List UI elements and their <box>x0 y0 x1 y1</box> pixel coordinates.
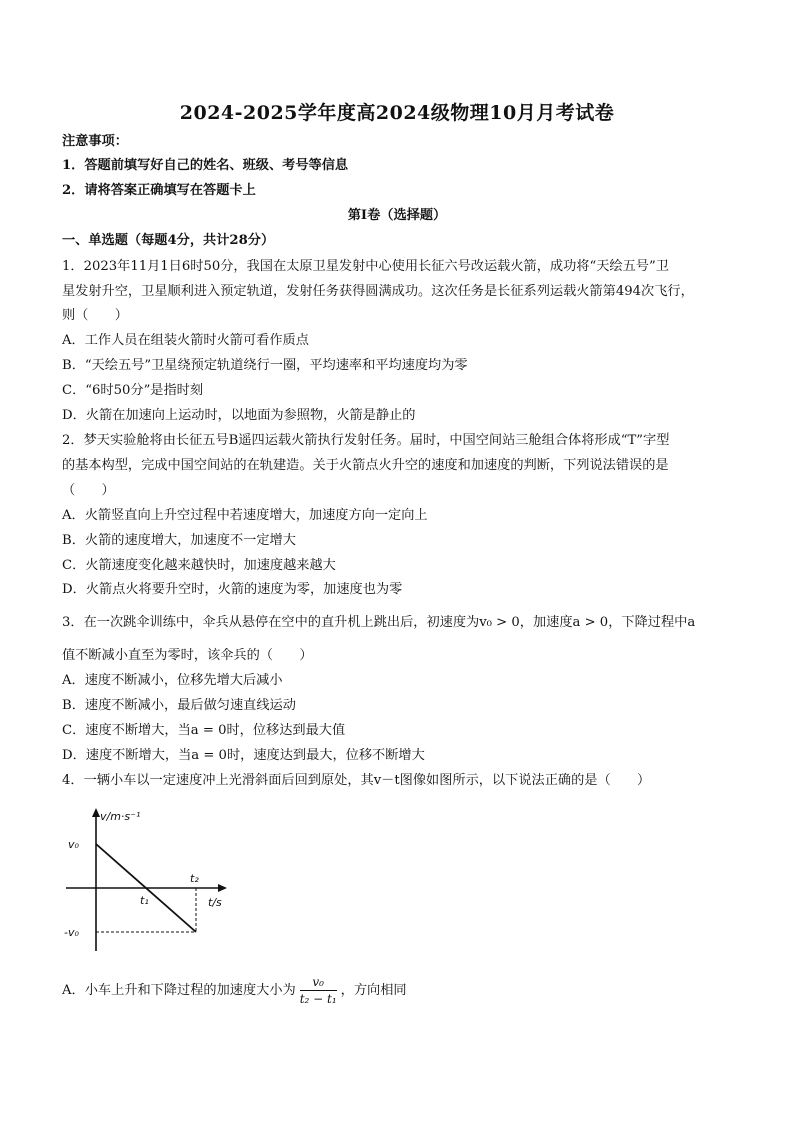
q2-option-b: B．火箭的速度增大，加速度不一定增大 <box>62 533 296 548</box>
t2-label: t₂ <box>190 872 199 885</box>
t1-label: t₁ <box>140 894 149 907</box>
q1-option-b: B．“天绘五号”卫星绕预定轨道绕行一圈，平均速率和平均速度均为零 <box>62 358 468 373</box>
vt-graph <box>62 806 252 956</box>
q1-stem-line-1: 1．2023年11月1日6时50分，我国在太原卫星发射中心使用长征六号改运载火箭，成功将“天绘五号”卫 <box>62 259 669 274</box>
q1-option-c: C．“6时50分”是指时刻 <box>62 383 204 398</box>
x-axis-arrow-icon <box>218 884 227 892</box>
acceleration-fraction <box>300 974 337 1007</box>
fraction-denominator: t₂ − t₁ <box>299 992 337 1006</box>
q2-stem-line-3: （ ） <box>62 483 115 498</box>
q2-stem-line-2: 的基本构型，完成中国空间站的在轨建造。关于火箭点火升空的速度和加速度的判断，下列说法错误的是 <box>62 458 669 473</box>
q3-option-c: C．速度不断增大，当a = 0时，位移达到最大值 <box>62 723 346 738</box>
part-title: 第Ⅰ卷（选择题） <box>347 208 447 223</box>
q4-stem: 4．一辆小车以一定速度冲上光滑斜面后回到原处，其v－t图像如图所示，以下说法正确的是（ ） <box>62 773 651 788</box>
q4-option-a-suffix: ，方向相同 <box>340 983 407 998</box>
notice-heading: 注意事项： <box>62 134 128 149</box>
fraction-numerator: v₀ <box>300 974 337 991</box>
q2-stem-line-1: 2．梦天实验舱将由长征五号B遥四运载火箭执行发射任务。届时，中国空间站三舱组合体将形成“T”字型 <box>62 433 670 448</box>
q2-option-d: D．火箭点火将要升空时，火箭的速度为零，加速度也为零 <box>62 582 403 597</box>
q4-option-a <box>62 974 750 1008</box>
y-axis-arrow-icon <box>92 808 100 817</box>
q2-option-a: A．火箭竖直向上升空过程中若速度增大，加速度方向一定向上 <box>62 508 428 523</box>
q3-stem-line-2: 值不断减小直至为零时，该伞兵的（ ） <box>62 648 313 663</box>
q1-option-a: A．工作人员在组装火箭时火箭可看作质点 <box>62 333 309 348</box>
notice-item-1: 1．答题前填写好自己的姓名、班级、考号等信息 <box>62 158 349 173</box>
notice-item-2: 2．请将答案正确填写在答题卡上 <box>62 183 256 198</box>
exam-title: 2024-2025学年度高2024级物理10月月考试卷 <box>179 102 615 124</box>
section-title: 一、单选题（每题4分，共计28分） <box>62 233 275 248</box>
y-axis-label: v/m·s⁻¹ <box>100 810 141 823</box>
q3-option-b: B．速度不断减小，最后做匀速直线运动 <box>62 698 296 713</box>
neg-v0-label: -v₀ <box>64 926 79 939</box>
q3-option-d: D．速度不断增大，当a = 0时，速度达到最大，位移不断增大 <box>62 748 425 763</box>
q1-stem-line-2: 星发射升空，卫星顺利进入预定轨道，发射任务获得圆满成功。这次任务是长征系列运载火箭第494次飞行， <box>62 284 694 299</box>
q3-option-a: A．速度不断减小，位移先增大后减小 <box>62 673 283 688</box>
x-axis-label: t/s <box>208 896 222 909</box>
q2-option-c: C．火箭速度变化越来越快时，加速度越来越大 <box>62 558 336 573</box>
q3-stem-line-1: 3．在一次跳伞训练中，伞兵从悬停在空中的直升机上跳出后，初速度为v₀ > 0，加速度a > 0，下降过程中a <box>62 615 696 630</box>
q1-option-d: D．火箭在加速向上运动时，以地面为参照物，火箭是静止的 <box>62 408 416 423</box>
v0-label: v₀ <box>68 838 79 851</box>
q4-option-a-prefix: A．小车上升和下降过程的加速度大小为 <box>62 983 296 998</box>
q1-stem-line-3: 则（ ） <box>62 308 128 323</box>
